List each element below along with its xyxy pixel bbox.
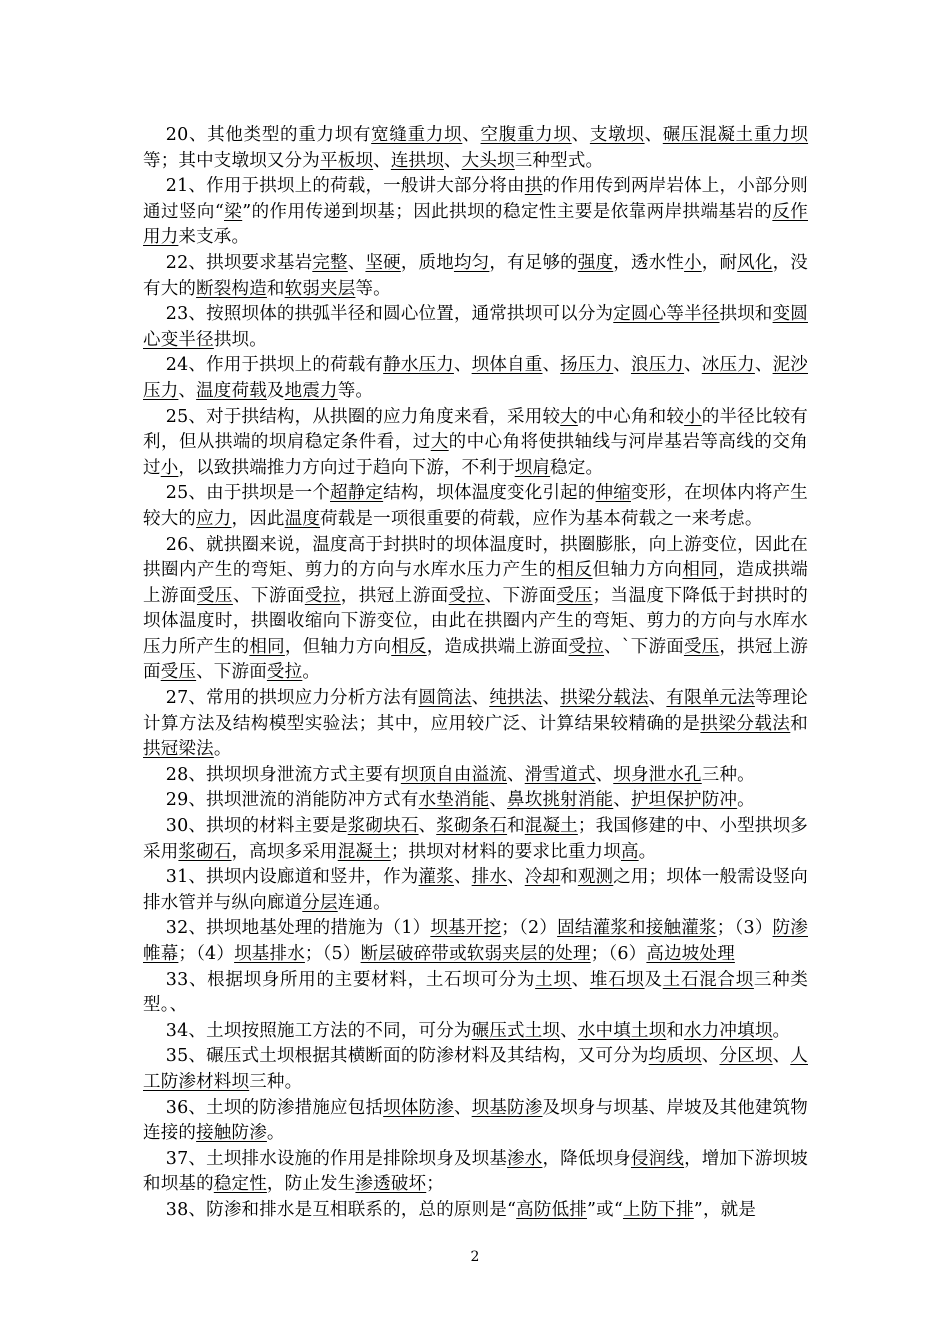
answer-blank: 静水压力 [383,355,454,376]
text-segment: 、 [507,764,525,785]
text-segment: 24、作用于拱坝上的荷载有 [165,355,384,376]
text-segment: 、 [684,355,702,376]
text-segment: 及坝身与坝基、岸坡及其他建筑物连接的 [143,1097,808,1144]
text-segment: 荷载是一项很重要的荷载，应作为基本荷载之一来考虑。 [320,508,763,529]
answer-blank: 稳定性 [213,1174,267,1195]
text-segment: 拱坝和 [719,304,773,325]
text-segment: 。 [772,1020,791,1041]
text-segment: 30、拱坝的材料主要是 [165,816,348,837]
text-segment: ，防止发生 [266,1174,356,1195]
question-paragraph [143,1198,808,1224]
text-segment: 28、拱坝坝身泄流方式主要有 [165,764,401,785]
text-segment: ；（6） [590,944,647,964]
text-segment: 32、拱坝地基处理的措施为（1） [165,918,431,939]
question-paragraph [143,302,808,353]
text-segment: 、下游面 [232,585,305,606]
text-segment: 、 [489,790,508,811]
text-segment: ；（3） [716,918,773,939]
text-segment: ”，就是 [693,1199,757,1220]
text-segment: ；我国修建的中、小型拱坝多采用 [143,816,808,862]
text-segment: 29、拱坝泄流的消能防冲方式有 [165,790,419,811]
answer-blank: 拱梁分载法 [700,713,791,734]
text-segment: ；（2） [501,918,558,939]
question-paragraph [143,788,808,814]
answer-blank: 扬压力 [560,355,614,376]
answer-blank: 均匀 [453,252,490,273]
answer-blank: 鼻坎挑射消能 [507,790,614,811]
answer-blank: 相同 [249,636,285,657]
answer-blank: 大 [430,432,449,453]
text-segment: ；拱坝对材料的要求比重力坝 [390,841,621,862]
answer-blank: 坝基开挖 [430,918,502,939]
answer-blank: 高边坡处理 [646,944,735,964]
text-segment: 33、根据坝身所用的主要材料，土石坝可分为 [165,969,536,990]
text-segment: 25、由于拱坝是一个 [165,483,331,504]
answer-blank: 拱冠梁法 [143,739,214,760]
text-segment: 、 [595,764,614,785]
text-segment: ，耐 [701,252,738,273]
answer-blank: 宽缝重力坝 [371,125,463,145]
answer-blank: 受拉 [266,662,303,683]
answer-blank: 连拱坝 [390,150,444,171]
text-segment: 、 [644,125,663,145]
answer-blank: 小 [160,457,179,478]
text-segment: ，因此 [231,508,285,529]
text-segment: ，造成拱端上游面 [143,560,809,606]
answer-blank: 圆筒法 [418,688,472,709]
answer-blank: 滑雪道式 [524,764,596,785]
text-segment: 结构，坝体温度变化引起的 [383,483,596,504]
text-segment: ，增加下游坝坡和坝基的 [143,1148,808,1195]
text-segment: 、下游面 [196,662,267,683]
answer-blank: 渗透破坏 [355,1174,427,1195]
question-paragraph [143,251,808,302]
text-segment: 、 [178,380,197,401]
text-segment: ，造成拱端上游面 [426,636,569,657]
text-segment: 、 [613,790,631,811]
text-segment: 。 [638,841,657,862]
text-segment: 三种型式。 [514,150,604,171]
text-segment: 、 [648,688,667,709]
text-segment: ，质地 [400,252,454,273]
text-segment: 、 [542,355,561,376]
question-paragraph [143,865,808,916]
text-segment: ，没有大的 [143,252,808,299]
text-segment: 、 [373,150,391,171]
text-segment: 的半径比较有利，但从拱端的坝肩稳定条件看，过 [143,406,808,453]
text-segment: 、 [507,867,525,888]
text-segment: 和 [666,1020,685,1041]
text-segment: ，以致拱端推力方向过于趋向下游，不利于 [178,457,515,478]
text-segment: 之用；坝体一般需设竖向排水管并与纵向廊道 [143,867,808,913]
text-segment: 。 [266,1123,285,1144]
text-segment: 、 [542,688,561,709]
answer-blank: 断层破碎带或软弱夹层的处理 [360,944,591,964]
text-segment: ；（5） [304,944,361,964]
text-segment: 31、拱坝内设廊道和竖井，作为 [165,867,419,888]
answer-blank: 完整 [312,252,348,273]
answer-blank: 风化 [737,252,773,273]
answer-blank: 高 [620,841,639,862]
answer-blank: 梁 [223,201,243,222]
question-paragraph [143,123,808,174]
question-paragraph [143,686,808,763]
answer-blank: 坝肩 [514,457,551,478]
answer-blank: 温度荷载 [196,380,267,401]
text-segment: ，拱冠上游面 [340,585,449,606]
text-segment: 、 [571,969,590,990]
answer-blank: 受压 [683,636,720,657]
text-segment: 等；其中支墩坝又分为 [143,150,320,171]
answer-blank: 观测 [577,867,614,888]
text-segment: 、 [560,1020,578,1041]
answer-blank: 浆砌条石 [436,816,508,837]
question-paragraph [143,1019,808,1045]
answer-blank: 堆石坝 [589,969,645,990]
text-segment: 20、其他类型的重力坝有 [165,125,372,145]
answer-blank: 防渗帷幕 [143,918,808,964]
text-segment: 等理论计算方法及结构模型实验法；其中，应用较广泛、计算结果较精确的是 [143,688,808,734]
answer-blank: 小 [684,252,702,273]
answer-blank: 坚硬 [365,252,401,273]
answer-blank: 强度 [577,252,614,273]
question-paragraph [143,1147,808,1198]
text-segment: 等。 [355,278,391,299]
text-segment: 、下游面 [484,585,557,606]
answer-blank: 土石混合坝 [662,969,754,990]
answer-blank: 护坦保护防冲 [630,790,738,811]
text-segment: ；（4） [178,944,235,964]
question-paragraph [143,405,808,482]
text-segment: 和 [790,713,808,734]
question-paragraph [143,1096,808,1147]
text-segment: 26、就拱圈来说，温度高于封拱时的坝体温度时，拱圈膨胀，向上游变位，因此在拱圈内产生的弯矩、剪力的方向与水库水压力产生的 [143,534,808,581]
answer-blank: 温度 [284,508,321,529]
text-segment: 35、碾压式土坝根据其横断面的防渗材料及其结构，又可分为 [165,1046,649,1067]
text-segment: ，透水性 [613,252,685,273]
text-segment: 、 [443,150,462,171]
text-segment: ，拱冠上游面 [143,636,809,683]
text-segment: 。 [213,739,232,760]
answer-blank: 受压 [196,585,233,606]
answer-blank: 地震力 [284,380,338,401]
text-segment: 、 [453,355,472,376]
answer-blank: 混凝土 [337,841,391,862]
answer-blank: 水中填土坝 [577,1020,667,1041]
answer-blank: 水力冲填坝 [684,1020,773,1041]
text-segment: 、 [453,867,472,888]
answer-blank: 碾压式土坝 [471,1020,561,1041]
answer-blank: 伸缩 [595,483,631,504]
text-segment: 。 [737,790,755,811]
text-segment: 三种类型。、 [143,969,809,1016]
answer-blank: 人工防渗材料坝 [143,1046,808,1092]
answer-blank: 水垫消能 [418,790,490,811]
question-paragraph [143,174,808,251]
answer-blank: 相反 [391,636,427,657]
answer-blank: 渗水 [507,1148,543,1169]
answer-blank: 固结灌浆和接触灌浆 [557,918,717,939]
answer-blank: 侵润线 [630,1148,685,1169]
answer-blank: 碾压混凝土重力坝 [662,125,809,145]
text-segment: 38、防渗和排水是互相联系的，总的原则是“ [165,1199,517,1220]
answer-blank: 分层 [302,892,338,913]
text-segment: ，高坝多采用 [231,841,338,862]
text-segment: 来支承。 [178,227,250,248]
text-segment: 23、按照坝体的拱弧半径和圆心位置，通常拱坝可以分为 [165,304,614,325]
answer-blank: 定圆心等半径 [613,304,720,325]
answer-blank: 坝体防渗 [383,1097,454,1118]
answer-blank: 有限单元法 [666,688,755,709]
text-segment: 和 [266,278,285,299]
answer-blank: 受拉 [304,585,341,606]
text-segment: 但轴力方向 [592,560,683,581]
text-segment: 、 [418,816,437,837]
answer-blank: 受压 [160,662,197,683]
text-segment: 及 [266,380,285,401]
text-segment: 34、土坝按照施工方法的不同，可分为 [165,1020,472,1041]
text-segment: 拱坝。 [213,329,267,350]
text-segment: 、 [453,1097,472,1118]
answer-blank: 相反 [556,560,593,581]
answer-blank: 灌浆 [418,867,454,888]
text-segment: 连通。 [337,892,391,913]
text-segment: 、 [754,355,773,376]
text-segment: ，降低坝身 [542,1148,631,1169]
answer-blank: 断裂构造 [196,278,267,299]
answer-blank: 坝顶自由溢流 [400,764,508,785]
answer-blank: 变圆心变半径 [143,304,808,350]
text-segment: 变形，在坝体内将产生较大的 [143,483,808,529]
answer-blank: 支墩坝 [589,125,645,145]
text-segment: 和 [507,816,525,837]
question-paragraph [143,1044,808,1095]
answer-blank: 平板坝 [320,150,374,171]
answer-blank: 浪压力 [630,355,685,376]
text-segment: 27、常用的拱坝应力分析方法有 [165,688,419,709]
answer-blank: 大头坝 [461,150,515,171]
answer-blank: 软弱夹层 [284,278,356,299]
answer-blank: 土坝 [535,969,572,990]
answer-blank: 拱 [524,176,543,197]
answer-blank: 拱梁分载法 [560,688,649,709]
answer-blank: 相同 [682,560,719,581]
answer-blank: 反作用力 [143,201,808,248]
text-segment: 、 [701,1046,720,1067]
document-body [143,123,808,1224]
text-segment: 的作用传到两岸岩体上，小部分则通过竖向“ [143,176,808,222]
answer-blank: 浆砌块石 [347,816,419,837]
text-segment: 的中心角和较 [577,406,685,427]
text-segment: ； [426,1174,444,1195]
page-number: 2 [470,1249,480,1265]
text-segment: 的中心角将使拱轴线与河岸基岩等高线的交角过 [143,432,808,478]
text-segment: 及 [644,969,663,990]
question-paragraph [143,968,808,1019]
answer-blank: 大 [560,406,578,427]
text-segment: 、 [772,1046,791,1067]
text-segment: 、`下游面 [604,636,684,657]
text-segment: ”或“ [586,1199,623,1220]
answer-blank: 受拉 [448,585,485,606]
answer-blank: 冷却 [524,867,561,888]
answer-blank: 高防低排 [516,1199,587,1220]
answer-blank: 受压 [556,585,593,606]
question-paragraph [143,763,808,789]
text-segment: ”的作用传递到坝基；因此拱坝的稳定性主要是依靠两岸拱端基岩的 [242,201,773,222]
text-segment: 36、土坝的防渗措施应包括 [165,1097,384,1118]
text-segment: ，有足够的 [489,252,578,273]
question-paragraph [143,481,808,532]
text-segment: 、 [462,125,481,145]
answer-blank: 小 [684,406,702,427]
text-segment: 等。 [337,380,374,401]
question-paragraph [143,353,808,404]
answer-blank: 受拉 [568,636,605,657]
answer-blank: 接触防渗 [196,1123,267,1144]
text-segment: 、 [347,252,366,273]
answer-blank: 超静定 [330,483,384,504]
question-paragraph [143,916,808,967]
answer-blank: 浆砌石 [178,841,232,862]
text-segment: 21、作用于拱坝上的荷载，一般讲大部分将由 [165,176,525,197]
answer-blank: 泥沙压力 [143,355,808,401]
text-segment: ；当温度下降低于封拱时的坝体温度时，拱圈收缩向下游变位，由此在拱圈内产生的弯矩、剪力的方向与水库水压力所产生的 [143,585,808,657]
answer-blank: 排水 [471,867,508,888]
text-segment: ，但轴力方向 [284,636,392,657]
text-segment: 、 [613,355,631,376]
answer-blank: 上防下排 [622,1199,694,1220]
answer-blank: 坝基排水 [234,944,305,964]
answer-blank: 空腹重力坝 [480,125,572,145]
answer-blank: 应力 [196,508,232,529]
answer-blank: 坝基防渗 [471,1097,543,1118]
answer-blank: 坝身泄水孔 [613,764,702,785]
answer-blank: 混凝土 [524,816,578,837]
text-segment: 三种。 [701,764,755,785]
text-segment: 和 [560,867,578,888]
text-segment: 。 [302,662,321,683]
text-segment: 稳定。 [550,457,604,478]
text-segment: 25、对于拱结构，从拱圈的应力角度来看，采用较 [165,406,561,427]
text-segment: 37、土坝排水设施的作用是排除坝身及坝基 [165,1148,508,1169]
answer-blank: 坝体自重 [471,355,543,376]
answer-blank: 冰压力 [701,355,755,376]
text-segment: 22、拱坝要求基岩 [165,252,313,273]
answer-blank: 分区坝 [719,1046,773,1067]
answer-blank: 均质坝 [648,1046,702,1067]
question-paragraph [143,814,808,865]
answer-blank: 纯拱法 [489,688,543,709]
text-segment: 、 [571,125,590,145]
question-paragraph [143,533,808,687]
text-segment: 、 [471,688,490,709]
text-segment: 三种。 [249,1071,303,1092]
